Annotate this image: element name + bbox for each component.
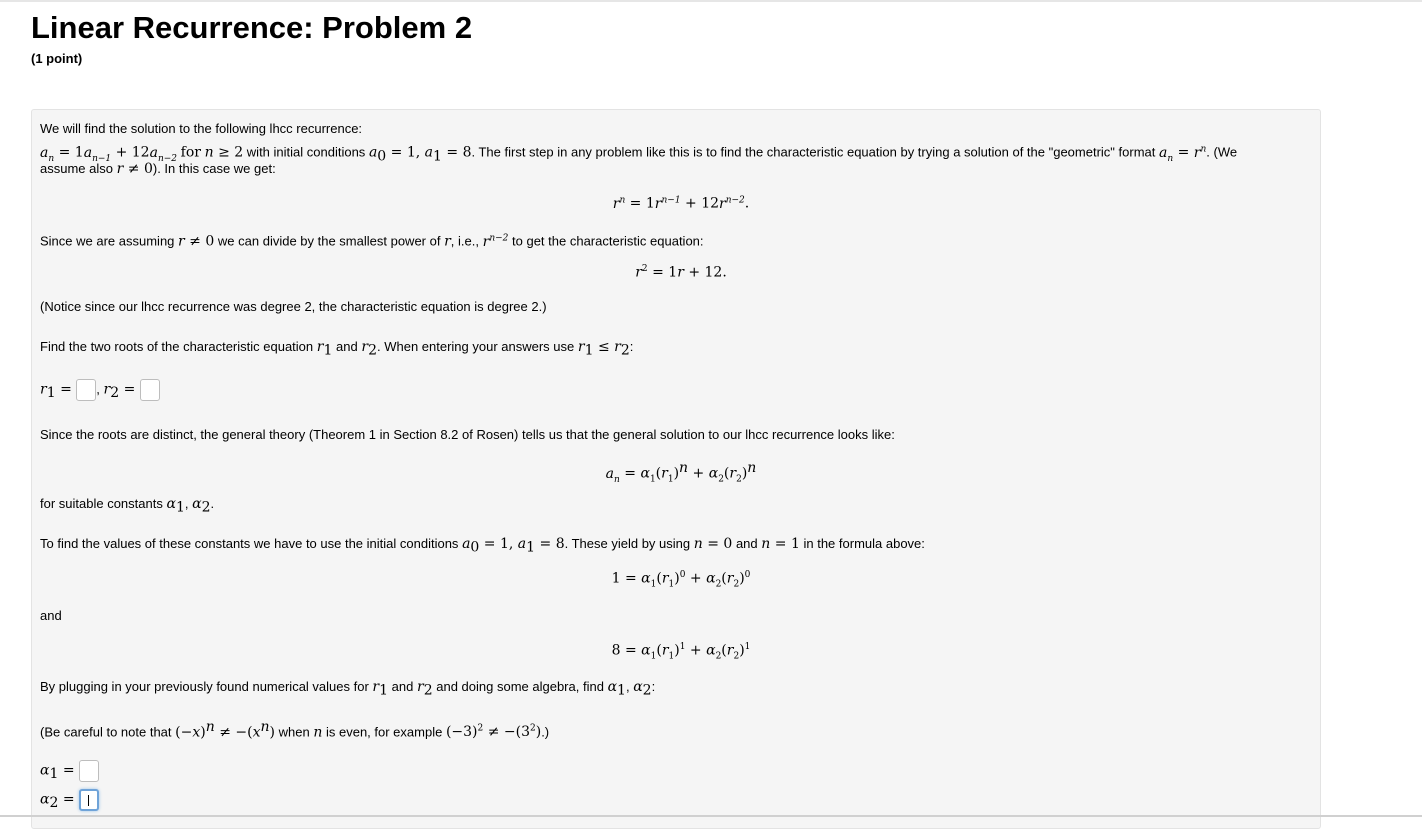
to-find-line: To find the values of these constants we have to use the initial conditions $a_0 = 1$, $a_1 = 8$. These yield by using n = 0 and n = 1 in the formula above:	[40, 536, 925, 556]
alpha1-answer-row: $\alpha_1$ =	[40, 760, 99, 783]
assume-line: assume also r ≠ 0). In this case we get:	[40, 161, 276, 177]
alpha2-input[interactable]	[79, 789, 99, 811]
find-roots-line: Find the two roots of the characteristic equation $r_1$ and $r_2$. When entering your answers use $r_1 \le r_2$:	[40, 339, 634, 359]
notice-text: (Notice since our lhcc recurrence was degree 2, the characteristic equation is degree 2.)	[40, 299, 547, 314]
characteristic-equation: $r^2 = 1r + 12$.	[635, 264, 727, 281]
r2-input[interactable]	[140, 379, 160, 401]
problem-title: Linear Recurrence: Problem 2	[31, 10, 473, 45]
equation-n0: $1 = \alpha_1(r_1)^0 + \alpha_2(r_2)^0$	[611, 570, 751, 590]
general-theory-text: Since the roots are distinct, the general theory (Theorem 1 in Section 8.2 of Rosen) tells us that the general solution to our lhcc recurrence looks like:	[40, 427, 895, 442]
problem-points: (1 point)	[31, 51, 83, 66]
suitable-constants-line: for suitable constants $\alpha_1$, $\alpha_2$.	[40, 496, 215, 516]
top-divider	[0, 0, 1422, 2]
intro-text: We will find the solution to the following lhcc recurrence:	[40, 121, 363, 136]
equation-n1: $8 = \alpha_1(r_1)^1 + \alpha_2(r_2)^1$	[611, 642, 751, 662]
alpha1-input[interactable]	[79, 760, 99, 782]
roots-answer-row: $r_1$ = , $r_2$ =	[40, 379, 160, 402]
recurrence-line: $a_n = 1a_{n-1} + 12a_{n-2}$ for n ≥ 2 with initial conditions $a_0 = 1$, $a_1 = 8$. The first step in any problem like this is to find the characteristic equation by trying a solution of the "geometric" format $a_n = r^n$. (We	[40, 144, 1238, 165]
plugging-line: By plugging in your previously found numerical values for $r_1$ and $r_2$ and doing some algebra, find $\alpha_1$, $\alpha_2$:	[40, 679, 656, 699]
alpha2-answer-row: $\alpha_2$ =	[40, 789, 99, 812]
general-solution: $a_n = \alpha_1(r_1)^n + \alpha_2(r_2)^n$	[605, 460, 757, 485]
and-text: and	[40, 608, 62, 623]
be-careful-line: (Be careful to note that $(-x)^n \ne -(x^n)$ when n is even, for example $(-3)^2 \ne -(3^2)$.)	[40, 719, 550, 741]
r1-input[interactable]	[76, 379, 96, 401]
equation-rn: $r^n = 1r^{n-1} + 12r^{n-2}$.	[612, 195, 750, 212]
text-cursor	[88, 795, 89, 806]
since-assuming-line: Since we are assuming r ≠ 0 we can divide by the smallest power of r, i.e., $r^{n-2}$ to get the characteristic equation:	[40, 233, 704, 250]
